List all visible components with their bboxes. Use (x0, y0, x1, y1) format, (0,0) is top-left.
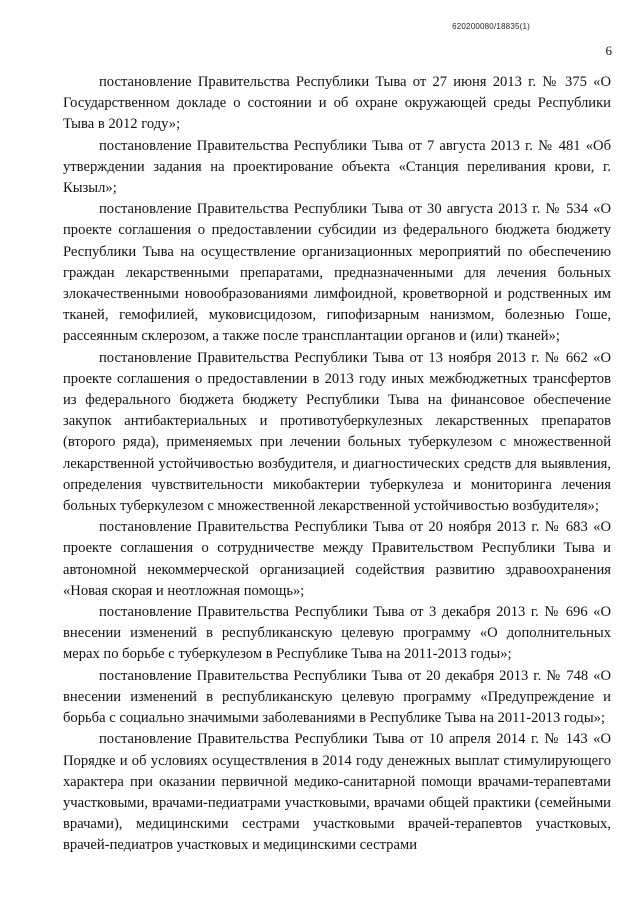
paragraph-resolution-534: постановление Правительства Республики Тыва от 30 августа 2013 г. № 534 «О проекте соглашения о предоставлении субсидии из федерального бюджета бюджету Республики Тыва на осуществление организационных мероприятий по обеспечению граждан лекарственными препаратами, предназначенными для лечения больных злокачественными новообразованиями лимфоидной, кроветворной и родственных им тканей, гемофилией, муковисцидозом, гипофизарным нанизмом, болезнью Гоше, рассеянным склерозом, а также после трансплантации органов и (или) тканей»; (63, 201, 611, 345)
paragraph-resolution-662: постановление Правительства Республики Тыва от 13 ноября 2013 г. № 662 «О проекте соглашения о предоставлении в 2013 году иных межбюджетных трансфертов из федерального бюджета бюджету Республики Тыва на финансовое обеспечение закупок антибактериальных и противотуберкулезных лекарственных препаратов (второго ряда), применяемых при лечении больных туберкулезом с множественной лекарственной устойчивостью возбудителя, и диагностических средств для выявления, определения чувствительности микобактерии туберкулеза и мониторинга лечения больных туберкулезом с множественной лекарственной устойчивостью возбудителя»; (63, 349, 611, 515)
paragraph-resolution-143: постановление Правительства Республики Тыва от 10 апреля 2014 г. № 143 «О Порядке и об условиях осуществления в 2014 году денежных выплат стимулирующего характера при оказании первичной медико-санитарной помощи врачами-терапевтами участковыми, врачами-педиатрами участковыми, врачами общей практики (семейными врачами), медицинскими сестрами участковыми врачей-терапевтов участковых, врачей-педиатров участковых и медицинскими сестрами (63, 731, 611, 854)
page-number: 6 (605, 43, 612, 58)
paragraph-resolution-375: постановление Правительства Республики Тыва от 27 июня 2013 г. № 375 «О Государственном докладе о состоянии и об охране окружающей среды Республики Тыва в 2012 году»; (63, 74, 611, 133)
paragraph-resolution-696: постановление Правительства Республики Тыва от 3 декабря 2013 г. № 696 «О внесении изменений в республиканскую целевую программу «О дополнительных мерах по борьбе с туберкулезом в Республике Тыва на 2011-2013 годы»; (63, 604, 611, 663)
paragraph-resolution-481: постановление Правительства Республики Тыва от 7 августа 2013 г. № 481 «Об утверждении задания на проектирование объекта «Станция переливания крови, г. Кызыл»; (63, 137, 611, 197)
paragraph-resolution-683: постановление Правительства Республики Тыва от 20 ноября 2013 г. № 683 «О проекте соглашения о сотрудничестве между Правительством Республики Тыва и автономной некоммерческой организацией содействия развитию здравоохранения «Новая скорая и неотложная помощь»; (63, 519, 611, 599)
document-code: 620200080/18835(1) (452, 22, 530, 31)
document-body (63, 72, 611, 857)
paragraph-resolution-748: постановление Правительства Республики Тыва от 20 декабря 2013 г. № 748 «О внесении изменений в республиканскую целевую программу «Предупреждение и борьба с социально значимыми заболеваниями в Республике Тыва на 2011-2013 годы»; (63, 667, 611, 727)
